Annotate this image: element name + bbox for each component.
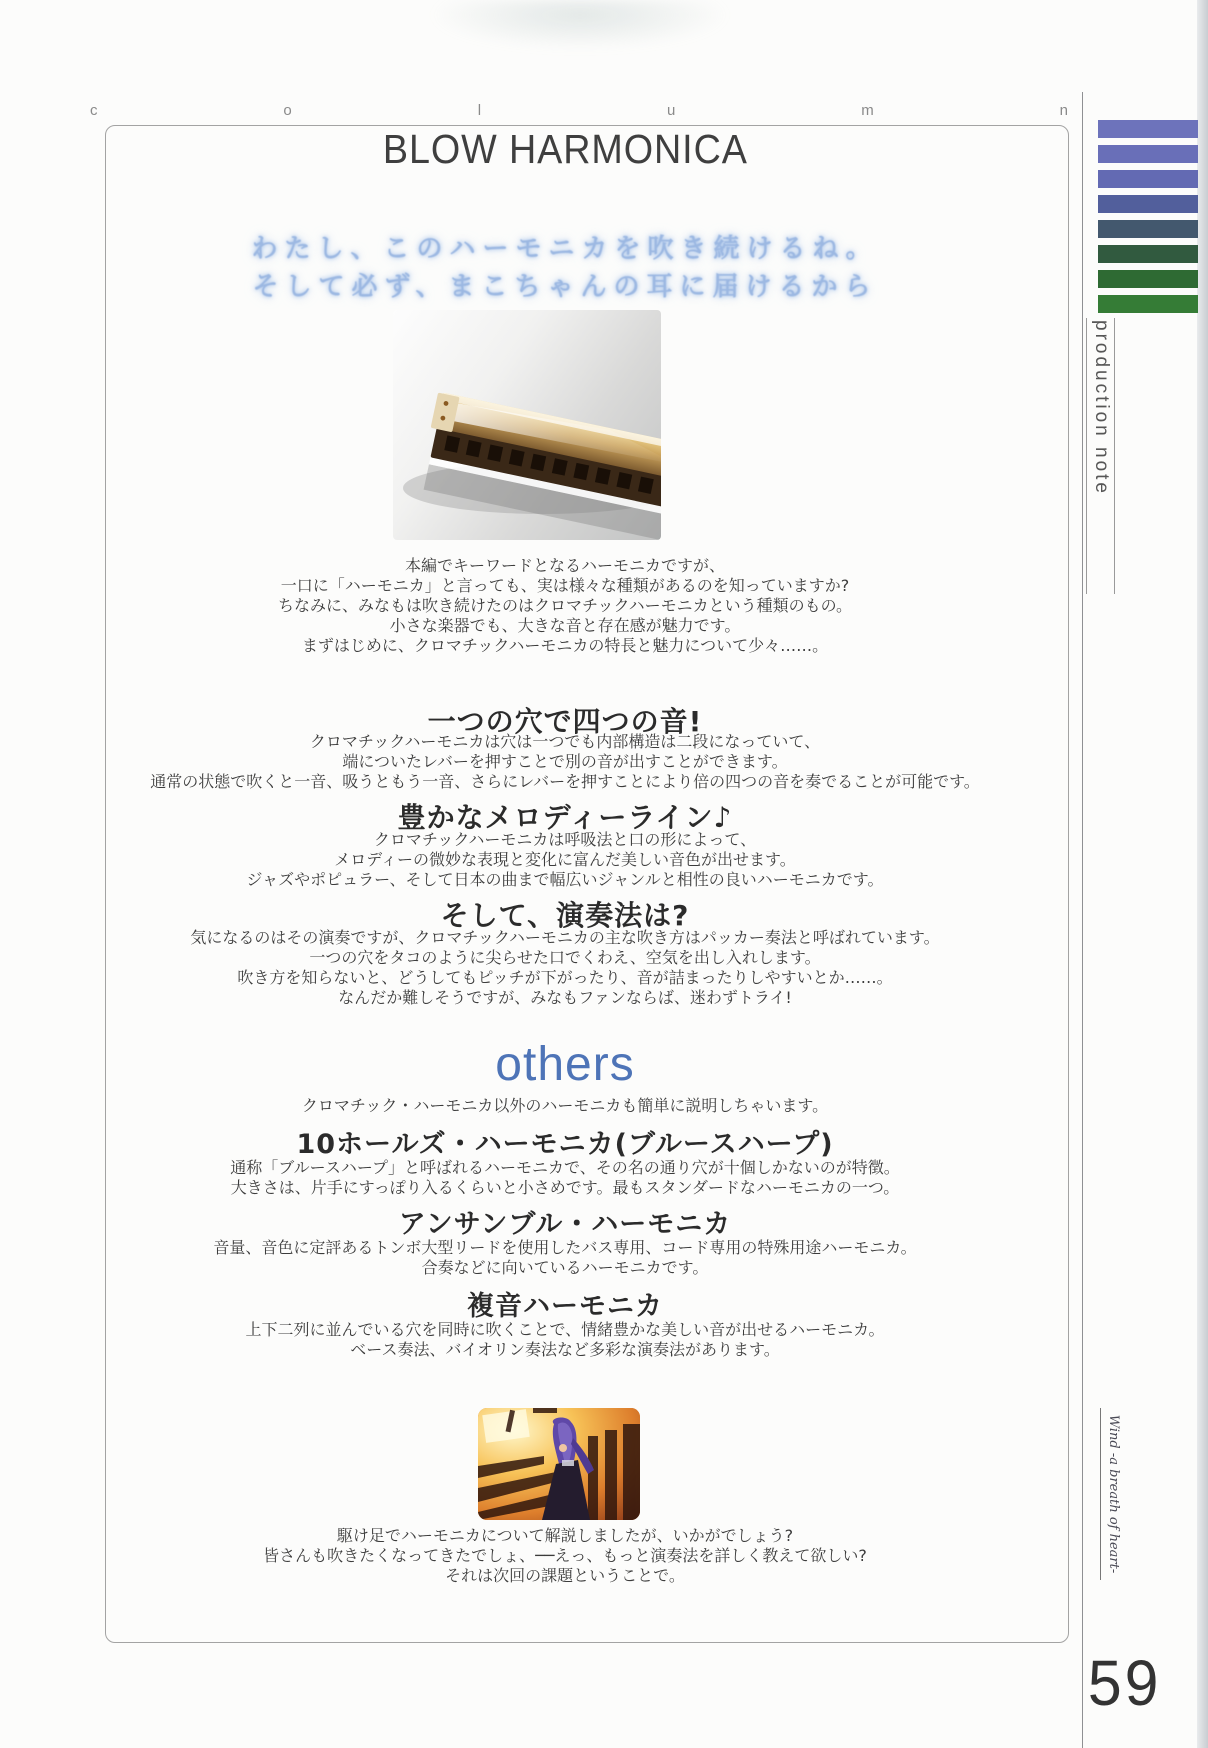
scan-smudge <box>430 0 730 50</box>
text-line: メロディーの微妙な表現と変化に富んだ美しい音色が出せます。 <box>334 850 796 869</box>
column-label <box>90 102 1068 119</box>
others-heading: others <box>495 1038 635 1091</box>
page-number: 59 <box>1087 1647 1162 1719</box>
text-line: 通称「ブルースハープ」と呼ばれるハーモニカで、その名の通り穴が十個しかないのが特徴。 <box>230 1158 900 1177</box>
section-heading-four-sounds: 一つの穴で四つの音! <box>427 705 703 738</box>
text-line: 通常の状態で吹くと一音、吸うともう一音、さらにレバーを押すことにより倍の四つの音を奏でることが可能です。 <box>150 772 980 791</box>
color-bar <box>1098 295 1198 313</box>
sidebar-rule-left <box>1086 318 1087 594</box>
item-heading-ensemble: アンサンブル・ハーモニカ <box>398 1209 732 1240</box>
sidebar-rule-right <box>1114 318 1115 594</box>
text-line: 一口に「ハーモニカ」と言っても、実は様々な種類があるのを知っていますか? <box>280 576 850 595</box>
color-bar <box>1098 270 1198 288</box>
column-letter: u <box>666 102 676 119</box>
text-line: 一つの穴をタコのように尖らせた口でくわえ、空気を出し入れします。 <box>309 948 821 967</box>
item-paragraph <box>105 1158 1025 1198</box>
color-bar <box>1098 195 1198 213</box>
column-separator-line <box>1082 92 1083 1748</box>
column-letter: l <box>477 102 482 119</box>
page-title: BLOW HARMONICA <box>382 126 748 172</box>
text-line: なんだか難しそうですが、みなもファンならば、迷わずトライ! <box>338 988 792 1007</box>
outro-paragraph <box>105 1526 1025 1586</box>
tagline-line: わたし、このハーモニカを吹き続けるね。 <box>251 234 879 264</box>
text-line: 端についたレバーを押すことで別の音が出すことができます。 <box>342 752 788 771</box>
text-line: それは次回の課題ということで。 <box>445 1566 685 1585</box>
sidebar-label: production note <box>1091 320 1112 496</box>
tagline <box>105 230 1025 306</box>
color-bar <box>1098 145 1198 163</box>
text-line: 上下二列に並んでいる穴を同時に吹くことで、情緒豊かな美しい音が出せるハーモニカ。 <box>245 1320 885 1339</box>
item-heading-tremolo: 複音ハーモニカ <box>467 1291 663 1322</box>
harmonica-illustration <box>393 310 661 540</box>
text-line: まずはじめに、クロマチックハーモニカの特長と魅力について少々……。 <box>301 636 829 655</box>
lead-paragraph <box>105 556 1025 656</box>
others-subtitle: クロマチック・ハーモニカ以外のハーモニカも簡単に説明しちゃいます。 <box>301 1096 829 1115</box>
color-bar <box>1098 220 1198 238</box>
section-heading-melody-line: 豊かなメロディーライン♪ <box>397 801 733 834</box>
sidebar-color-bars <box>1098 120 1198 320</box>
color-bar <box>1098 245 1198 263</box>
section-paragraph <box>105 732 1025 792</box>
text-line: 音量、音色に定評あるトンボ大型リードを使用したバス専用、コード専用の特殊用途ハーモニカ。 <box>213 1238 917 1257</box>
text-line: クロマチックハーモニカは呼吸法と口の形によって、 <box>373 830 757 849</box>
text-line: 皆さんも吹きたくなってきたでしょ、──えっ、もっと演奏法を詳しく教えて欲しい? <box>263 1546 867 1565</box>
text-line: 駆け足でハーモニカについて解説しましたが、いかがでしょう? <box>336 1526 794 1545</box>
text-line: ちなみに、みなもは吹き続けたのはクロマチックハーモニカという種類のもの。 <box>278 596 852 615</box>
column-letter: o <box>283 102 292 119</box>
text-line: 小さな楽器でも、大きな音と存在感が魅力です。 <box>389 616 741 635</box>
section-paragraph <box>105 830 1025 890</box>
text-line: ベース奏法、バイオリン奏法など多彩な演奏法があります。 <box>350 1340 780 1359</box>
footer-script-title: Wind -a breath of heart- <box>1100 1408 1121 1580</box>
item-paragraph <box>105 1238 1025 1278</box>
column-letter: n <box>1059 102 1068 119</box>
text-line: 大きさは、片手にすっぽり入るくらいと小さめです。最もスタンダードなハーモニカの一つ。 <box>230 1178 900 1197</box>
text-line: 合奏などに向いているハーモニカです。 <box>421 1258 709 1277</box>
color-bar <box>1098 170 1198 188</box>
column-letter: m <box>861 102 874 119</box>
tagline-line: そして必ず、まこちゃんの耳に届けるから <box>252 272 878 302</box>
item-heading-10holes: 10ホールズ・ハーモニカ(ブルースハープ) <box>296 1129 834 1160</box>
scene-illustration <box>478 1408 640 1520</box>
text-line: ジャズやポピュラー、そして日本の曲まで幅広いジャンルと相性の良いハーモニカです。 <box>246 870 884 889</box>
item-paragraph <box>105 1320 1025 1360</box>
section-heading-how-to-play: そして、演奏法は? <box>440 899 690 932</box>
text-line: クロマチックハーモニカは穴は一つでも内部構造は二段になっていて、 <box>309 732 821 751</box>
section-paragraph <box>105 928 1025 1008</box>
scene-photo <box>478 1408 640 1520</box>
color-bar <box>1098 120 1198 138</box>
text-line: 吹き方を知らないと、どうしてもピッチが下がったり、音が詰まったりしやすいとか……。 <box>237 968 893 987</box>
text-line: 気になるのはその演奏ですが、クロマチックハーモニカの主な吹き方はパッカー奏法と呼ばれています。 <box>190 928 940 947</box>
page-edge <box>1197 0 1208 1748</box>
column-letter: c <box>90 102 98 119</box>
harmonica-photo <box>393 310 661 540</box>
text-line: 本編でキーワードとなるハーモニカですが、 <box>404 556 725 575</box>
